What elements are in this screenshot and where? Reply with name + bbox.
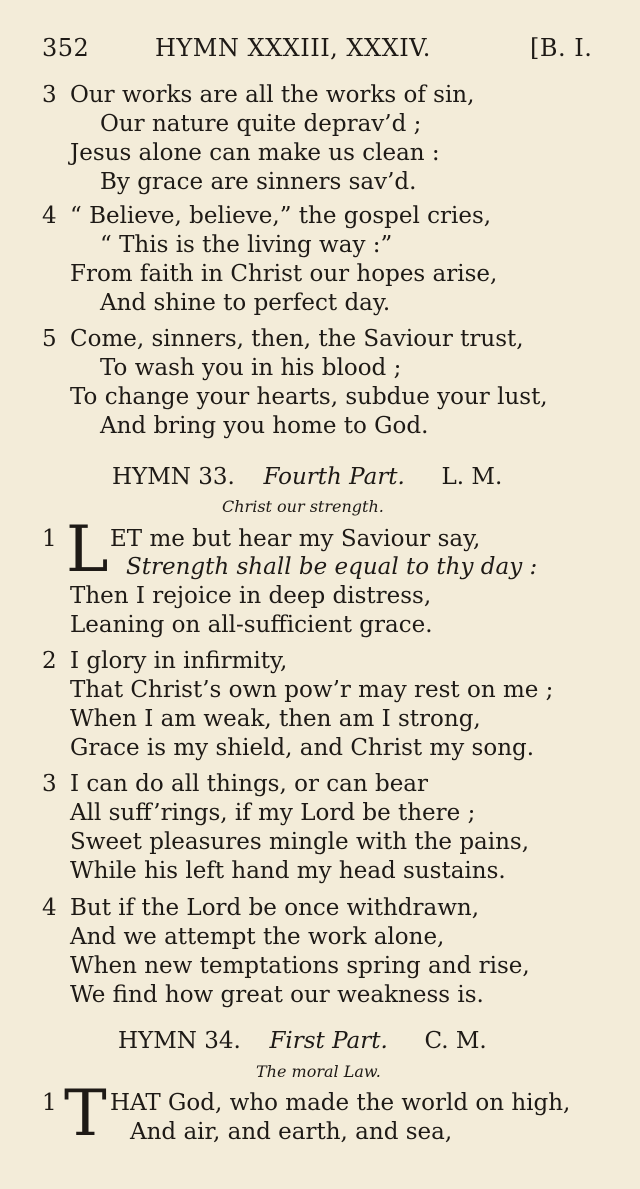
verse-line: From faith in Christ our hopes arise,	[70, 261, 498, 287]
verse-line: To wash you in his blood ;	[100, 355, 402, 381]
hymn-part: Fourth Part.	[263, 464, 405, 490]
drop-cap: T	[64, 1077, 107, 1151]
hymn-subtitle: Christ our strength.	[222, 497, 384, 516]
page-number: 352	[42, 34, 90, 62]
verse-line: Our nature quite deprav’d ;	[100, 111, 422, 137]
hymn-title	[112, 463, 502, 491]
verse-number: 1	[42, 526, 57, 552]
verse-line: Grace is my shield, and Christ my song.	[70, 735, 535, 761]
verse-line: When I am weak, then am I strong,	[70, 706, 481, 732]
verse-line: “ This is the living way :”	[100, 232, 393, 258]
hymn-title	[118, 1027, 487, 1055]
hymn-number: HYMN 33.	[112, 464, 235, 490]
verse-line: To change your hearts, subdue your lust,	[70, 384, 548, 410]
hymn-meter: L. M.	[441, 464, 503, 490]
verse-number: 4	[42, 895, 57, 921]
verse-line: While his left hand my head sustains.	[70, 858, 506, 884]
verse-line: Jesus alone can make us clean :	[70, 140, 440, 166]
verse-line: But if the Lord be once withdrawn,	[70, 895, 480, 921]
verse-line: And we attempt the work alone,	[70, 924, 445, 950]
verse-line: Our works are all the works of sin,	[70, 82, 475, 108]
verse-line: By grace are sinners sav’d.	[100, 169, 417, 195]
hymn-number: HYMN 34.	[118, 1028, 241, 1054]
running-title: HYMN XXXIII, XXXIV.	[155, 34, 431, 62]
verse-line: Come, sinners, then, the Saviour trust,	[70, 326, 524, 352]
verse-line: And bring you home to God.	[100, 413, 429, 439]
drop-cap: L	[66, 513, 109, 587]
verse-line: Then I rejoice in deep distress,	[70, 583, 432, 609]
verse-line: And shine to perfect day.	[100, 290, 391, 316]
verse-line: Strength shall be equal to thy day :	[126, 554, 538, 580]
verse-line: “ Believe, believe,” the gospel cries,	[70, 203, 492, 229]
verse-number: 4	[42, 203, 57, 229]
hymn-part: First Part.	[269, 1028, 388, 1054]
verse-line: I can do all things, or can bear	[70, 771, 429, 797]
verse-line: We find how great our weakness is.	[70, 982, 484, 1008]
verse-line: ET me but hear my Saviour say,	[110, 526, 481, 552]
verse-line: All suff’rings, if my Lord be there ;	[70, 800, 476, 826]
hymn-subtitle: The moral Law.	[256, 1062, 381, 1081]
verse-line: I glory in infirmity,	[70, 648, 288, 674]
verse-number: 3	[42, 82, 57, 108]
hymn-meter: C. M.	[424, 1028, 487, 1054]
verse-line: That Christ’s own pow’r may rest on me ;	[70, 677, 554, 703]
verse-line: When new temptations spring and rise,	[70, 953, 530, 979]
verse-line: And air, and earth, and sea,	[130, 1119, 453, 1145]
verse-number: 2	[42, 648, 57, 674]
verse-line: HAT God, who made the world on high,	[110, 1090, 571, 1116]
book-label: [B. I.	[530, 34, 593, 62]
verse-number: 5	[42, 326, 57, 352]
verse-line: Leaning on all-sufficient grace.	[70, 612, 433, 638]
verse-line: Sweet pleasures mingle with the pains,	[70, 829, 530, 855]
verse-number: 1	[42, 1090, 57, 1116]
verse-number: 3	[42, 771, 57, 797]
